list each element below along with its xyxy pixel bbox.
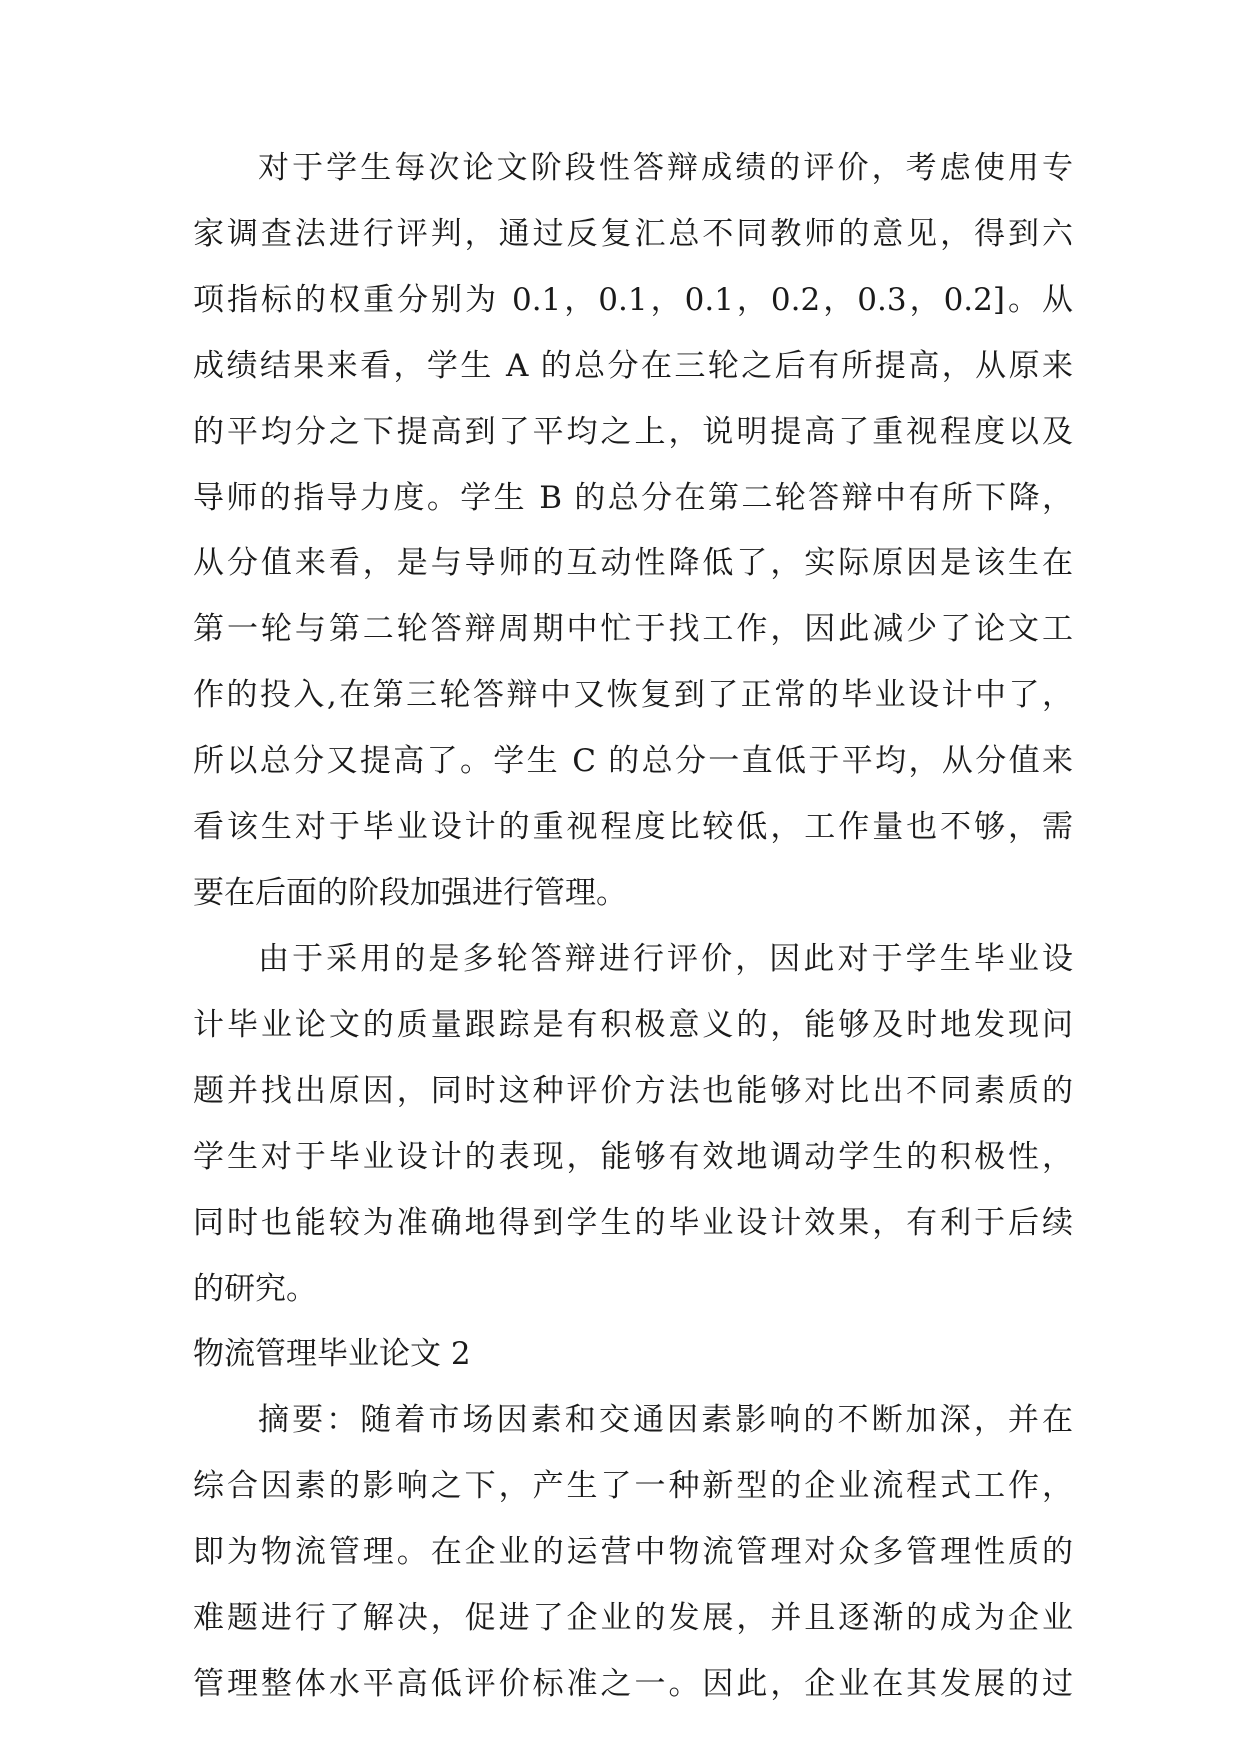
section-heading: 物流管理毕业论文 2 bbox=[193, 1336, 471, 1372]
text-line: 学生对于毕业设计的表现，能够有效地调动学生的积极性， bbox=[193, 1139, 1073, 1175]
text-line: 导师的指导力度。学生 B 的总分在第二轮答辩中有所下降， bbox=[193, 480, 1073, 516]
text-line: 项指标的权重分别为 0.1，0.1，0.1，0.2，0.3，0.2]。从 bbox=[193, 282, 1073, 318]
text-line: 家调查法进行评判，通过反复汇总不同教师的意见，得到六 bbox=[193, 216, 1073, 252]
text-line: 对于学生每次论文阶段性答辩成绩的评价，考虑使用专 bbox=[258, 150, 1073, 186]
text-line: 所以总分又提高了。学生 C 的总分一直低于平均，从分值来 bbox=[193, 743, 1073, 779]
text-line: 从分值来看，是与导师的互动性降低了，实际原因是该生在 bbox=[193, 545, 1073, 581]
text-line: 管理整体水平高低评价标准之一。因此，企业在其发展的过 bbox=[193, 1666, 1073, 1702]
text-line: 的研究。 bbox=[193, 1271, 317, 1307]
text-line: 计毕业论文的质量跟踪是有积极意义的，能够及时地发现问 bbox=[193, 1007, 1073, 1043]
text-line: 难题进行了解决，促进了企业的发展，并且逐渐的成为企业 bbox=[193, 1600, 1073, 1636]
text-line: 成绩结果来看，学生 A 的总分在三轮之后有所提高，从原来 bbox=[193, 348, 1073, 384]
text-line: 综合因素的影响之下，产生了一种新型的企业流程式工作， bbox=[193, 1468, 1073, 1504]
text-line: 看该生对于毕业设计的重视程度比较低，工作量也不够，需 bbox=[193, 809, 1073, 845]
text-line: 第一轮与第二轮答辩周期中忙于找工作，因此减少了论文工 bbox=[193, 611, 1073, 647]
text-line: 摘要：随着市场因素和交通因素影响的不断加深，并在 bbox=[258, 1402, 1073, 1438]
text-line: 的平均分之下提高到了平均之上，说明提高了重视程度以及 bbox=[193, 414, 1073, 450]
text-line: 同时也能较为准确地得到学生的毕业设计效果，有利于后续 bbox=[193, 1205, 1073, 1241]
text-line: 要在后面的阶段加强进行管理。 bbox=[193, 875, 627, 911]
text-line: 由于采用的是多轮答辩进行评价，因此对于学生毕业设 bbox=[258, 941, 1073, 977]
text-line: 即为物流管理。在企业的运营中物流管理对众多管理性质的 bbox=[193, 1534, 1073, 1570]
text-line: 题并找出原因，同时这种评价方法也能够对比出不同素质的 bbox=[193, 1073, 1073, 1109]
text-line: 作的投入,在第三轮答辩中又恢复到了正常的毕业设计中了， bbox=[193, 677, 1073, 713]
